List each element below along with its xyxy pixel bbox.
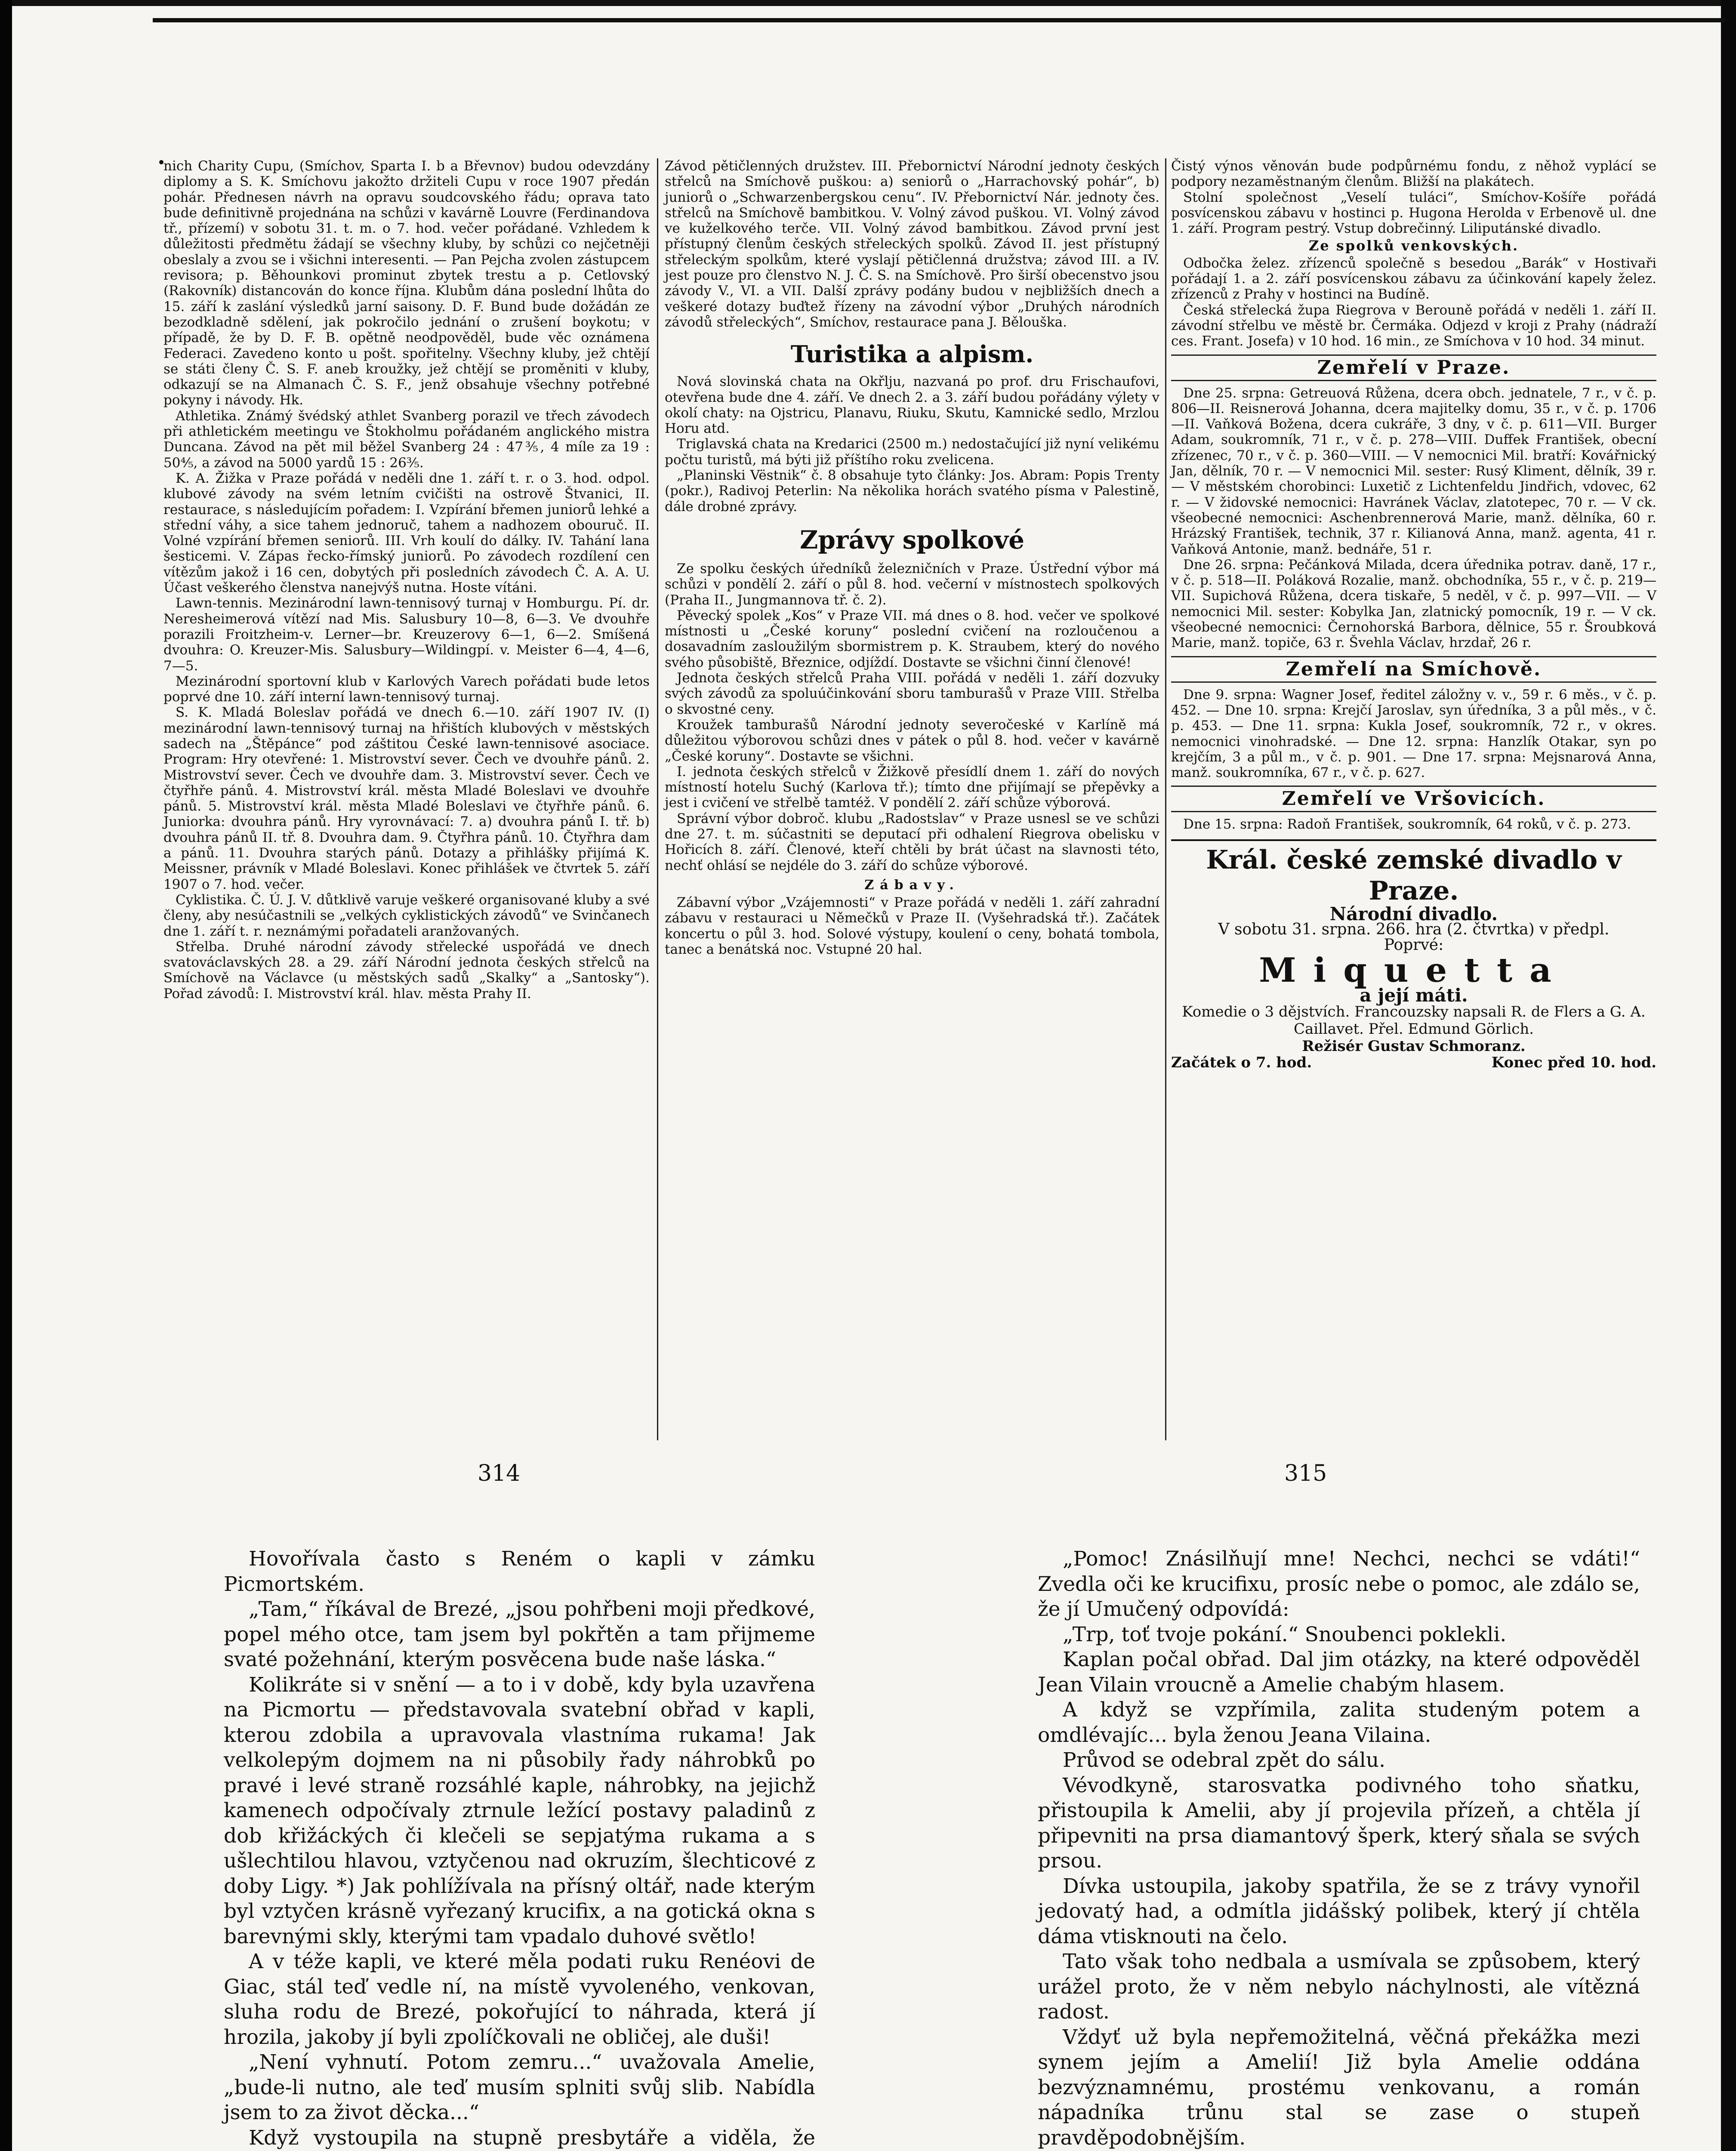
- novel-paragraph: A v téže kapli, ve které měla podati ruku Renéovi de Giac, stál teď vedle ní, na místě vyvoleného, venkovan, sluha rodu de Brezé, pokořující to náhrada, která jí hrozila, jakoby jí byli zpolíčkovali ne obličej, ale duši!: [224, 1950, 815, 2049]
- spolkove-paragraph: Ze spolku českých úředníků železničních v Praze. Ústřední výbor má schůzi v pondělí 2. září o půl 8. hod. večerní v místnostech spolkových (Praha II., Jungmannova tř. č. 2).: [665, 561, 1159, 608]
- heading-zemreli-smichov: Zemřelí na Smíchově.: [1171, 656, 1656, 683]
- heading-zemreli-praha: Zemřelí v Praze.: [1171, 354, 1656, 381]
- novel-paragraph: Hovořívala často s Reném o kapli v zámku Picmortském.: [224, 1547, 815, 1596]
- spolkove-paragraph: I. jednota českých střelců v Žižkově přesídlí dnem 1. září do nových místností hotelu Suchý (Karlova tř.); tímto dne přijímají se přepěvky a jest i cvičení ve střelbě tamtéž. V pondělí 2. září schůze výborová.: [665, 764, 1159, 811]
- theatre-director: Režisér Gustav Schmoranz.: [1302, 1037, 1526, 1055]
- novel-paragraph: Vždyť už byla nepřemožitelná, věčná překážka mezi synem jejím a Amelií! Již byla Amelie oddána bezvýznamnému, prostému venkovanu, a román nápadníka trůnu stal se zase o stupeň pravděpodobnějším.: [1038, 2025, 1640, 2150]
- obituary-paragraph: Dne 26. srpna: Pečánková Milada, dcera úřednika potrav. daně, 17 r., v č. p. 518—II. Poláková Rozalie, manž. obchodníka, 55 r., v č. p. 219—VII. Supichová Růžena, dcera tiskaře, 5 neděl, v č. p. 997—VII. — V nemocnici Mil. sester: Kobylka Jan, zlatnický pomocník, 19 r. — V ck. všeobecné nemocnici: Černohorská Barbora, dělnice, 55 r. Šroubková Marie, manž. topiče, 63 r. Švehla Václav, hrzdař, 26 r.: [1171, 557, 1656, 651]
- column-divider: [1165, 158, 1166, 1440]
- venkov-paragraph: Česká střelecká župa Riegrova v Berouně pořádá v neděli 1. září II. závodní střelbu ve městě br. Čermáka. Odjezd v kroji z Prahy (nádraží ces. Frant. Josefa) v 10 hod. 16 min., ze Smíchova v 10 hod. 34 minut.: [1171, 302, 1656, 349]
- heading-zpravy-spolkove: Zprávy spolkové: [799, 525, 1025, 555]
- scan-left-edge: [0, 0, 12, 2151]
- sports-paragraph: Athletika. Známý švédský athlet Svanberg porazil ve třech závodech při athletickém meetingu ve Štokholmu pořádaném anglického mistra Duncana. Závod na pět mil běžel Svanberg 24 : 47⅗, 4 míle za 19 : 50⅘, a závod na 5000 yardů 15 : 26⅗.: [163, 408, 650, 471]
- theatre-announcement: [1171, 839, 1656, 1070]
- sports-paragraph: Mezinárodní sportovní klub v Karlových Varech pořádati bude letos poprvé dne 10. září interní lawn-tennisový turnaj.: [163, 673, 650, 705]
- sports-paragraph: K. A. Žižka v Praze pořádá v neděli dne 1. září t. r. o 3. hod. odpol. klubové závody na svém letním cvičišti na ostrově Štvanici, II. restaurace, s následujícím pořadem: I. Vzpírání břemen juniorů lehké a střední váhy, a sice tahem jednoruč, tahem a nadhozem obouruč. II. Volné vzpírání břemen seniorů. III. Vrh koulí do dálky. IV. Tahání lana šesticemi. V. Zápas řecko-římský juniorů. Po závodech rozdílení cen vítězům jakož i 16 cen, dobytých při posledních závodech Č. A. A. U. Účast veškerého členstva nanejvýš nutna. Hoste vítáni.: [163, 470, 650, 596]
- page-number-right: 315: [1284, 1461, 1327, 1486]
- theatre-play-subtitle: a její máti.: [1360, 984, 1468, 1006]
- novel-paragraph: Dívka ustoupila, jakoby spatřila, že se z trávy vynořil jedovatý had, a odmítla jidášský polibek, který jí chtěla dáma vtisknouti na čelo.: [1038, 1874, 1640, 1948]
- obituary-paragraph: Dne 9. srpna: Wagner Josef, ředitel záložny v. v., 59 r. 6 měs., v č. p. 452. — Dne 10. srpna: Krejčí Jaroslav, syn úředníka, 3 a půl měs., v č. p. 453. — Dne 11. srpna: Kukla Josef, soukromník, 72 r., v okres. nemocnici vinohradské. — Dne 12. srpna: Hanzlík Otakar, syn po krejčím, 3 a půl m., v č. p. 901. — Dne 17. srpna: Mejsnarová Anna, manž. soukromníka, 67 r., v č. p. 627.: [1171, 687, 1656, 781]
- novel-paragraph: „Trp, toť tvoje pokání.“ Snoubenci poklekli.: [1063, 1622, 1507, 1646]
- column-divider: [657, 158, 658, 1440]
- turistika-paragraph: Nová slovinská chata na Okřlju, nazvaná po prof. dru Frischaufovi, otevřena bude dne 4. září. Ve dnech 2. a 3. září budou pořádány výlety v okolí chaty: na Ojstricu, Planavu, Riuku, Skutu, Kamnické sedlo, Mrzlou Horu atd.: [665, 374, 1159, 437]
- theatre-title: Král. české zemské divadlo v Praze.: [1206, 844, 1622, 906]
- spolkove-paragraph: Kroužek tamburašů Národní jednoty severočeské v Karlíně má důležitou výborovou schůzi dnes v pátek o půl 8. hod. večer v kavárně „České koruny“. Dostavte se všichni.: [665, 717, 1159, 764]
- ink-dot: [159, 160, 163, 164]
- sports-paragraph: Lawn-tennis. Mezinárodní lawn-tennisový turnaj v Homburgu. Pí. dr. Neresheimerová vítězí nad Mis. Salusbury 10—8, 6—3. Ve dvouhře porazili Froitzheim-v. Lerner—br. Kreuzerovy 6—1, 6—2. Smíšená dvouhra: O. Kreuzer-Mis. Salusbury—Wildingpí. v. Meister 6—4, 4—6, 7—5.: [163, 595, 650, 674]
- theatre-description: Komedie o 3 dějstvích. Francouzsky napsali R. de Flers a G. A. Caillavet. Přel. Edmund Görlich.: [1182, 1003, 1646, 1038]
- column-sports: [163, 158, 650, 1002]
- novel-paragraph: „Není vyhnutí. Potom zemru...“ uvažovala Amelie, „bude-li nutno, ale teď musím splniti svůj slib. Nabídla jsem to za život děcka...“: [224, 2050, 815, 2124]
- sports-paragraph: Střelba. Druhé národní závody střelecké uspořádá ve dnech svatováclavských 28. a 29. září Národní jednota českých střelců na Smíchově na Václavce (u městských sadů „Skalky“ a „Santosky“). Pořad závodů: I. Mistrovství král. hlav. města Prahy II.: [163, 939, 650, 1002]
- sports-paragraph: Cyklistika. Č. Ú. J. V. důtklivě varuje veškeré organisované kluby a své členy, aby nesúčastnili se „velkých cyklistických závodů“ ve Svinčanech dne 1. září t. r. neznámými pořadateli aranžovaných.: [163, 892, 650, 939]
- sports-paragraph: S. K. Mladá Boleslav pořádá ve dnech 6.—10. září 1907 IV. (I) mezinárodní lawn-tennisový turnaj na hřištích klubových v městských sadech na „Štěpánce“ pod záštitou České lawn-tennisové asociace. Program: Hry otevřené: 1. Mistrovství sever. Čech ve dvouhře pánů. 2. Mistrovství sever. Čech ve dvouhře dam. 3. Mistrovství sever. Čech ve čtyřhře pánů. 4. Mistrovství král. města Mladé Boleslavi ve dvouhře pánů. 5. Mistrovství král. města Mladé Boleslavi ve čtyřhře pánů. 6. Juniorka: dvouhra pánů. Hry vyrovnávací: 7. a) dvouhra pánů I. tř. b) dvouhra pánů II. tř. 8. Dvouhra dam. 9. Čtyřhra pánů. 10. Čtyřhra dam a pánů. 11. Dvouhra starých pánů. Dotazy a přihlášky přijímá K. Meissner, právník v Mladé Boleslavi. Konec přihlášek ve čtvrtek 5. září 1907 o 7. hod. večer.: [163, 705, 650, 892]
- heading-venkov: Ze spolků venkovských.: [1308, 237, 1519, 254]
- turistika-paragraph: „Planinski Vëstnik“ č. 8 obsahuje tyto články: Jos. Abram: Popis Trenty (pokr.), Radivoj Peterlin: Na několika horách svatého písma v Palestině, dále drobné zprávy.: [665, 468, 1159, 515]
- column-right: [1171, 158, 1656, 1070]
- theatre-play-title: Miquetta: [1259, 950, 1569, 990]
- novel-paragraph: „Pomoc! Znásilňují mne! Nechci, nechci se vdáti!“ Zvedla oči ke krucifixu, prosíc nebe o pomoc, ale zdálo se, že jí Umučený odpovídá:: [1038, 1547, 1640, 1621]
- column-middle: [665, 158, 1159, 957]
- heading-turistika: Turistika a alpism.: [790, 340, 1034, 368]
- zabavy-paragraph: Zábavní výbor „Vzájemnosti“ v Praze pořádá v neděli 1. září zahradní zábavu v restauraci u Němečků v Praze II. (Vyšehradská tř.). Začátek koncertu o půl 3. hod. Solové výstupy, koulení o ceny, bohatá tombola, tanec a benátská noc. Vstupné 20 hal.: [665, 895, 1159, 958]
- sports-paragraph: nich Charity Cupu, (Smíchov, Sparta I. b a Břevnov) budou odevzdány diplomy a S. K. Smíchovu jakožto držiteli Cupu v roce 1907 předán pohár. Přednesen návrh na opravu soudcovského řádu; oprava tato bude definitivně projednána na schůzi v kavárně Louvre (Ferdinandova tř., přízemí) v sobotu 31. t. m. o 7. hod. večer pořádané. Vzhledem k důležitosti předmětu žádají se všechny kluby, by schůzi co nejčetněji obeslaly a zvou se i všichni interesenti. — Pan Pejcha zvolen zástupcem revisora; p. Běhounkovi prominut zbytek trestu a p. Cetlovský (Rakovník) distancován do konce října. Klubům dána poslední lhůta do 15. září k zaslání výsledků jarní saisony. D. F. Bund bude dožádán ze bezodkladně sdělení, jak pokročilo jednání o zrušení boykotu; v případě, že by D. F. B. opětně neodpověděl, bude věc oznámena Federaci. Zavedeno konto u pošt. spořitelny. Všechny kluby, jež chtějí se státi členy Č. S. F. aneb kroužky, jež chtějí se proměniti v kluby, odkazují se na Almanach Č. S. F., jenž obsahuje všechny potřebné pokyny i návody. Hk.: [163, 158, 650, 408]
- novel-paragraph: Kaplan počal obřad. Dal jim otázky, na které odpověděl Jean Vilain vroucně a Amelie chabým hlasem.: [1038, 1648, 1640, 1697]
- novel-paragraph: Kolikráte si v snění — a to i v době, kdy byla uzavřena na Picmortu — představovala svatební obřad v kapli, kterou zdobila a upravovala vlastníma rukama! Jak velkolepým dojmem na ni působily řady náhrobků po pravé i levé straně rozsáhlé kaple, náhrobky, na jejichž kamenech odpočívaly ztrnule ležící postavy paladinů z dob křižáckých či klečeli se sepjatýma rukama a s ušlechtilou hlavou, vztyčenou nad okruzím, šlechticové z doby Ligy. *) Jak pohlížívala na přísný oltář, nade kterým byl vztyčen krásně vyřezaný krucifix, a na gotická okna s barevnými skly, kterými tam vpadalo duhové světlo!: [224, 1673, 815, 1948]
- novel-paragraph: Průvod se odebral zpět do sálu.: [1063, 1748, 1386, 1772]
- theatre-start: Začátek o 7. hod.: [1171, 1054, 1312, 1071]
- novel-page-left: [224, 1547, 815, 2151]
- venkov-paragraph: Odbočka želez. zřízenců společně s besedou „Barák“ v Hostivaři pořádají 1. a 2. září posvícenskou zábavu za účinkování kapely želez. zřízenců z Prahy v hostinci na Budíně.: [1171, 255, 1656, 302]
- theatre-subtitle: Národní divadlo.: [1329, 903, 1498, 924]
- novel-paragraph: Vévodkyně, starosvatka podivného toho sňatku, přistoupila k Amelii, aby jí projevila přízeň, a chtěla jí připevniti na prsa diamantový šperk, který sňala se svých prsou.: [1038, 1773, 1640, 1873]
- novel-paragraph: A když se vzpřímila, zalita studeným potem a omdlévajíc... byla ženou Jeana Vilaina.: [1038, 1698, 1640, 1747]
- turistika-paragraph: Triglavská chata na Kredarici (2500 m.) nedostačující již nyní velikému počtu turistů, má býti již příštího roku zvelicena.: [665, 436, 1159, 468]
- scan-top-edge: [0, 0, 1736, 6]
- obituary-paragraph: Dne 25. srpna: Getreuová Růžena, dcera obch. jednatele, 7 r., v č. p. 806—II. Reisnerová Johanna, dcera majitelky domu, 35 r., v č. p. 1706—II. Vaňková Božena, dcera cukráře, 3 dny, v č. p. 611—VII. Burger Adam, soukromník, 71 r., v č. p. 278—VIII. Duffek František, obecní zřízenec, 70 r., v č. p. 360—VIII. — V nemocnici Mil. bratří: Kovářnický Jan, dělník, 70 r. — V nemocnici Mil. sester: Rusý Kliment, dělník, 39 r. — V městském chorobinci: Luxetič z Lichtenfeldu Jindřich, vdovec, 62 r. — V židovské nemocnici: Havránek Václav, zlatotepec, 70 r. — V ck. všeobecné nemocnici: Aschenbrennerová Marie, manž. dělníka, 60 r. Hrázský František, technik, 37 r. Kilianová Anna, manž. agenta, 41 r. Vaňková Antonie, manž. bednáře, 51 r.: [1171, 385, 1656, 557]
- theatre-end: Konec před 10. hod.: [1491, 1054, 1656, 1071]
- theatre-date: V sobotu 31. srpna. 266. hra (2. čtvrtka) v předpl.: [1218, 920, 1610, 938]
- obituary-paragraph: Dne 15. srpna: Radoň František, soukromník, 64 roků, v č. p. 273.: [1183, 817, 1631, 832]
- zabavy-paragraph: Čistý výnos věnován bude podpůrnému fondu, z něhož vyplácí se podpory nezaměstnaným členům. Bližší na plakátech.: [1171, 158, 1656, 190]
- shooting-paragraph: Závod pětičlenných družstev. III. Přebornictví Národní jednoty českých střelců na Smíchově puškou: a) seniorů o „Harrachovský pohár“, b) juniorů o „Schwarzenbergskou cenu“. IV. Přebornictví Nár. jednoty čes. střelců na Smíchově bambitkou. V. Volný závod puškou. VI. Volný závod ve kuželkového terče. VII. Volný závod bambitkou. Závod první jest přístupný členům českých střeleckých spolků. Závod II. jest přístupný střeleckým spolkům, které vyslají pětičlenná družstva; závod III. a IV. jest pouze pro členstvo N. J. Č. S. na Smíchově. Pro širší obecenstvo jsou závody V., VI. a VII. Další zprávy podány budou v nejbližších dnech a veškeré dotazy buďtež řízeny na závodní výbor „Druhých národních závodů střeleckých“, Smíchov, restaurace pana J. Bělouška.: [665, 158, 1159, 330]
- theatre-premiere: Poprvé:: [1384, 936, 1444, 954]
- spolkove-paragraph: Jednota českých střelců Praha VIII. pořádá v neděli 1. září dozvuky svých závodů za spoluúčinkování sboru tamburašů v Praze VIII. Střelba o skvostné ceny.: [665, 670, 1159, 717]
- spolkove-paragraph: Správní výbor dobroč. klubu „Radostslav“ v Praze usnesl se ve schůzi dne 27. t. m. súčastniti se deputací při odhalení Riegrova obelisku v Hořicích 8. září. Členové, kteří chtěli by brát účast na slavnosti této, nechť ohlásí se nejdéle do 3. září do schůze výborové.: [665, 810, 1159, 873]
- spolkove-paragraph: Pěvecký spolek „Kos“ v Praze VII. má dnes o 8. hod. večer ve spolkové místnosti u „České koruny“ poslední cvičení na rozloučenou a dosavadním zasloužilým sbormistrem p. K. Straubem, který do nového svého působiště, Březnice, odjíždí. Dostavte se všichni činní členové!: [665, 607, 1159, 670]
- novel-paragraph: Tato však toho nedbala a usmívala se způsobem, který urážel proto, že v něm nebylo náchylnosti, ale vítězná radost.: [1038, 1950, 1640, 2024]
- novel-paragraph: Když vystoupila na stupně presbytáře a viděla, že: [249, 2126, 815, 2150]
- novel-page-right: [1038, 1547, 1640, 2151]
- heading-zemreli-vrsovice: Zemřelí ve Vršovicích.: [1171, 786, 1656, 812]
- page-number-left: 314: [478, 1461, 521, 1486]
- heading-zabavy: Zábavy.: [864, 877, 960, 893]
- zabavy-paragraph: Stolní společnost „Veselí tuláci“, Smíchov-Košíře pořádá posvícenskou zábavu v hostinci p. Hugona Herolda v Erbenově ul. dne 1. září. Program pestrý. Vstup dobrečinný. Liliputánské divadlo.: [1171, 189, 1656, 237]
- novel-paragraph: „Tam,“ říkával de Brezé, „jsou pohřbeni moji předkové, popel mého otce, tam jsem byl pokřtěn a tam přijmeme svaté požehnání, kterým posvěcena bude naše láska.“: [224, 1597, 815, 1671]
